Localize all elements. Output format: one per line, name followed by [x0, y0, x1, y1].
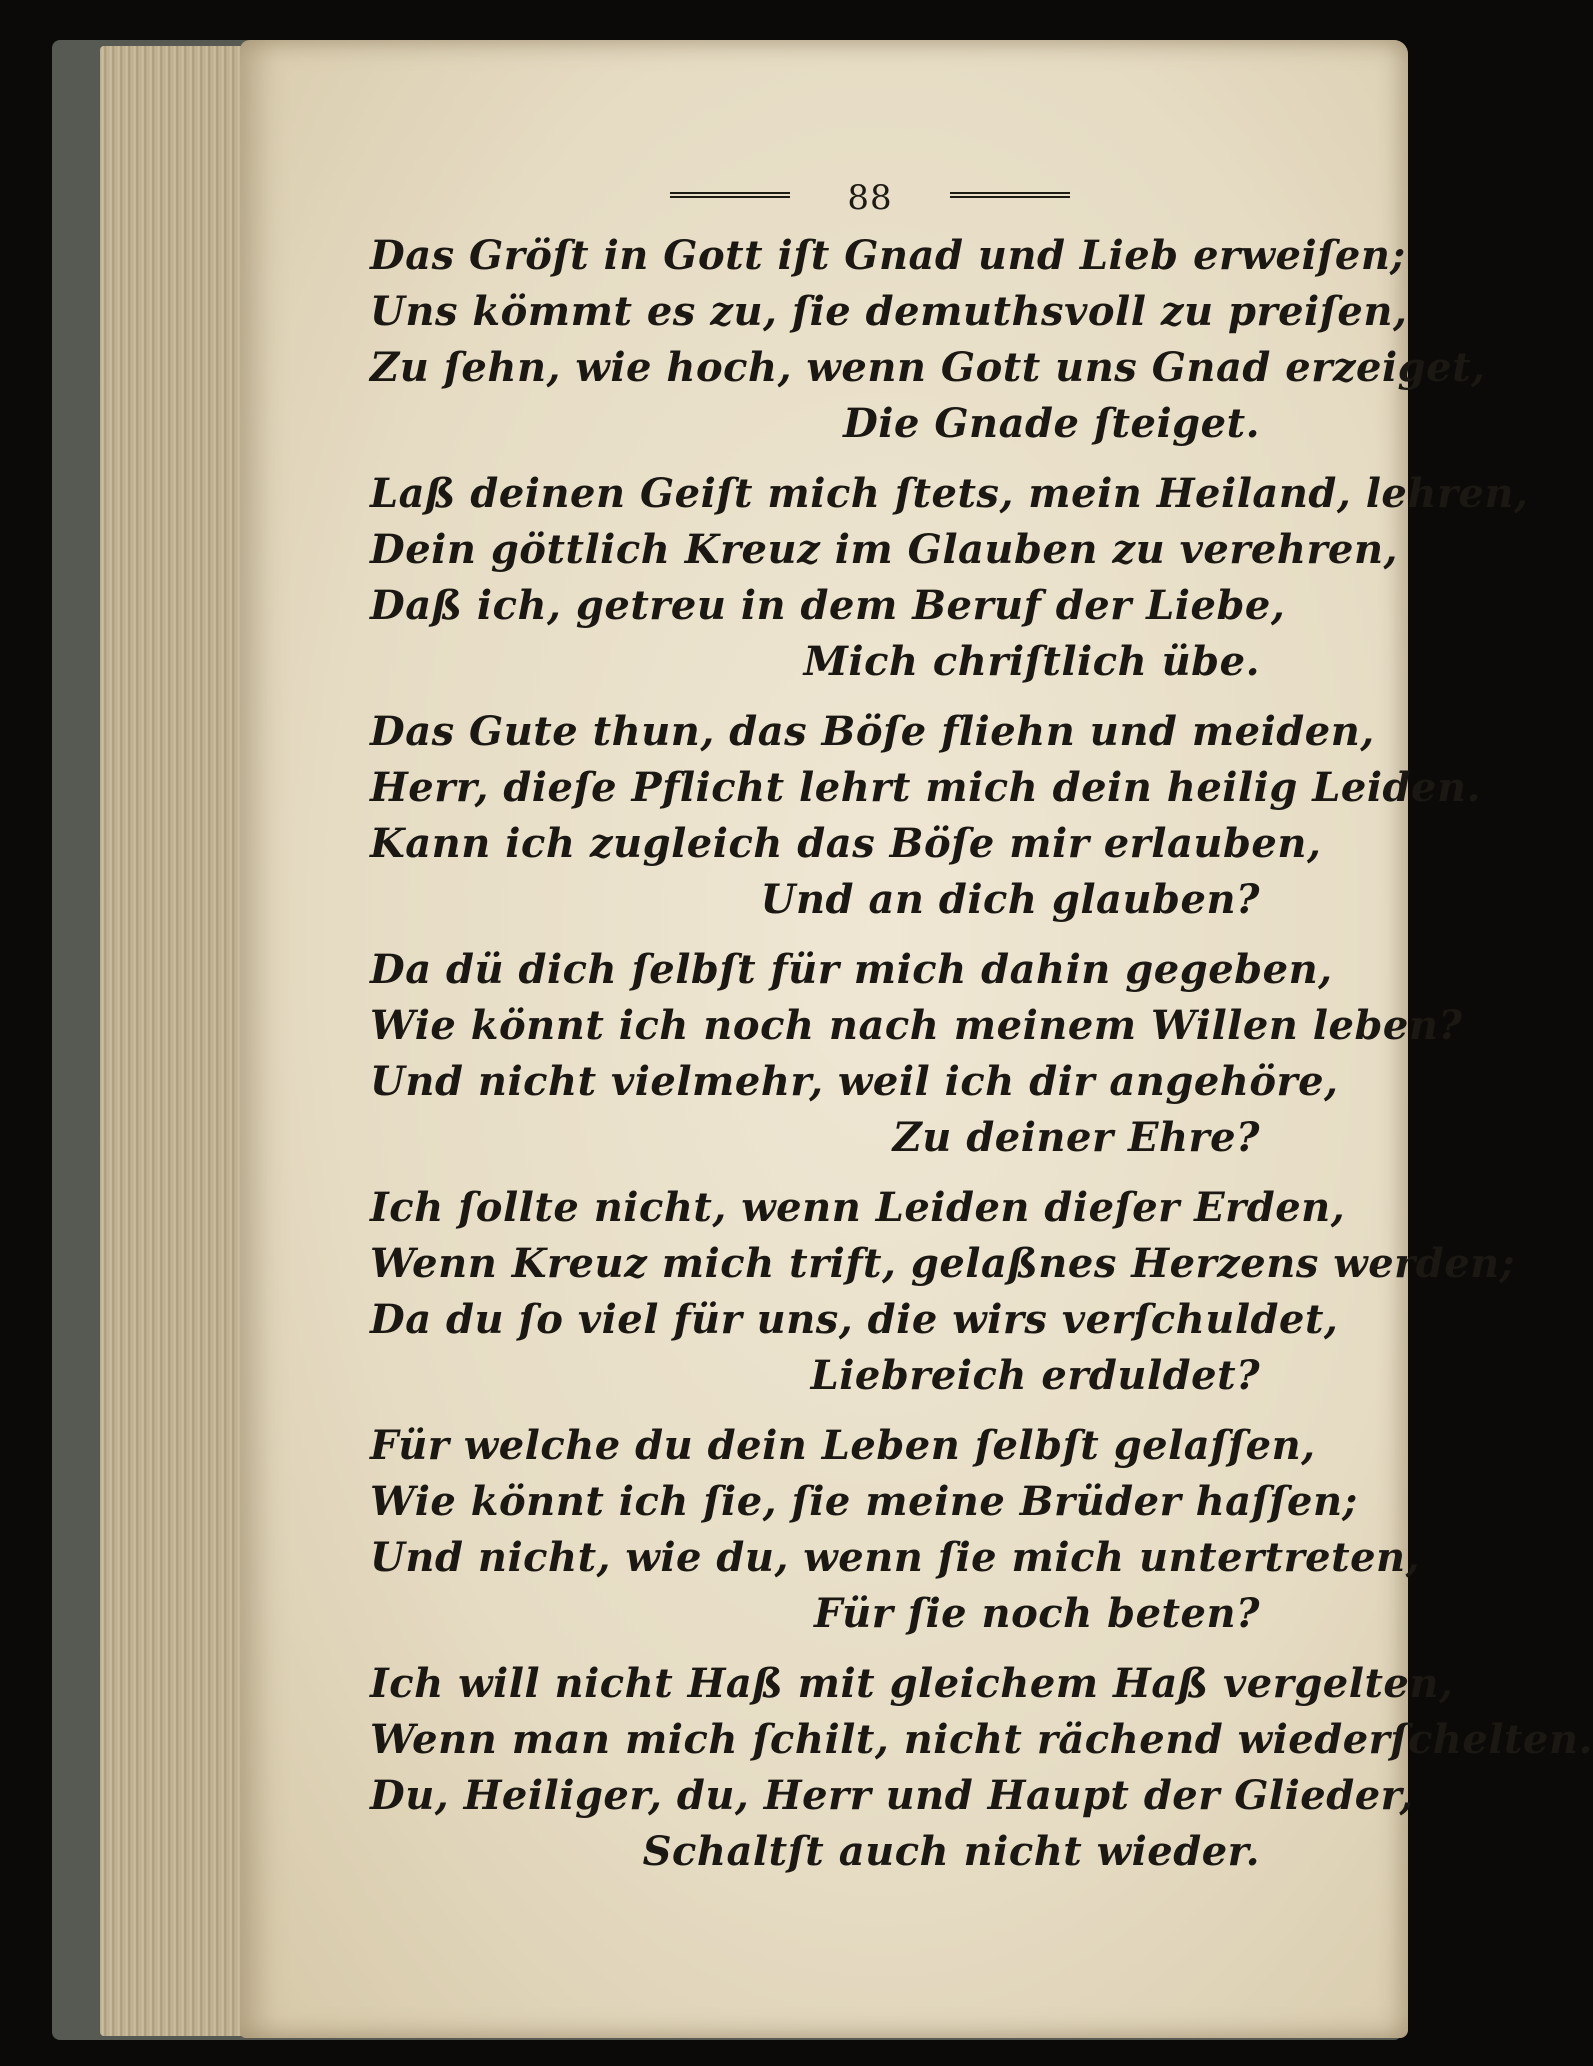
stanza	[370, 1180, 1516, 1404]
header-rule-left	[670, 192, 790, 198]
verse-line: Laß deinen Geiſt mich ſtets, mein Heiland, lehren,	[370, 470, 1529, 517]
verse-line: Zu ſehn, wie hoch, wenn Gott uns Gnad erzeiget,	[370, 344, 1486, 391]
verse-line: Da dü dich ſelbſt für mich dahin gegeben,	[370, 946, 1333, 993]
refrain-line: Die Gnade ſteiget.	[843, 400, 1260, 447]
stanza	[370, 1656, 1593, 1880]
verse-line: Ich will nicht Haß mit gleichem Haß vergelten,	[370, 1660, 1454, 1707]
verse-line: Ich ſollte nicht, wenn Leiden dieſer Erden,	[370, 1184, 1346, 1231]
refrain-line: Für ſie noch beten?	[813, 1590, 1260, 1637]
verse-line: Wie könnt ich noch nach meinem Willen leben?	[370, 1002, 1463, 1049]
verse-line: Das Gröſt in Gott iſt Gnad und Lieb erweiſen;	[370, 232, 1406, 279]
verse-line: Wie könnt ich ſie, ſie meine Brüder haſſen;	[370, 1478, 1358, 1525]
verse-line: Und nicht vielmehr, weil ich dir angehöre,	[370, 1058, 1339, 1105]
refrain-line: Mich chriſtlich übe.	[803, 638, 1260, 685]
verse-line: Und nicht, wie du, wenn ſie mich untertreten,	[370, 1534, 1421, 1581]
header-rule-right	[950, 192, 1070, 198]
verse-line: Wenn Kreuz mich trift, gelaßnes Herzens werden;	[370, 1240, 1516, 1287]
refrain-line: Schaltſt auch nicht wieder.	[642, 1828, 1260, 1875]
verse-line: Herr, dieſe Pflicht lehrt mich dein heilig Leiden.	[370, 764, 1481, 811]
stanza	[370, 466, 1529, 690]
stanza	[370, 228, 1486, 452]
stanza	[370, 942, 1463, 1166]
verse-line: Für welche du dein Leben ſelbſt gelaſſen,	[370, 1422, 1316, 1469]
stanza	[370, 704, 1481, 928]
verse-line: Dein göttlich Kreuz im Glauben zu verehren,	[370, 526, 1398, 573]
refrain-line: Liebreich erduldet?	[810, 1352, 1260, 1399]
poem-text	[370, 228, 1593, 1894]
page-number: 88	[847, 178, 893, 218]
stanza	[370, 1418, 1421, 1642]
verse-line: Uns kömmt es zu, ſie demuthsvoll zu preiſen,	[370, 288, 1408, 335]
verse-line: Du, Heiliger, du, Herr und Haupt der Glieder,	[370, 1772, 1414, 1819]
verse-line: Da du ſo viel für uns, die wirs verſchuldet,	[370, 1296, 1339, 1343]
refrain-line: Und an dich glauben?	[760, 876, 1260, 923]
verse-line: Daß ich, getreu in dem Beruf der Liebe,	[370, 582, 1286, 629]
refrain-line: Zu deiner Ehre?	[892, 1114, 1260, 1161]
verse-line: Kann ich zugleich das Böſe mir erlauben,	[370, 820, 1322, 867]
verse-line: Wenn man mich ſchilt, nicht rächend wiederſchelten.	[370, 1716, 1593, 1763]
page-header	[670, 180, 1070, 220]
verse-line: Das Gute thun, das Böſe fliehn und meiden,	[370, 708, 1375, 755]
